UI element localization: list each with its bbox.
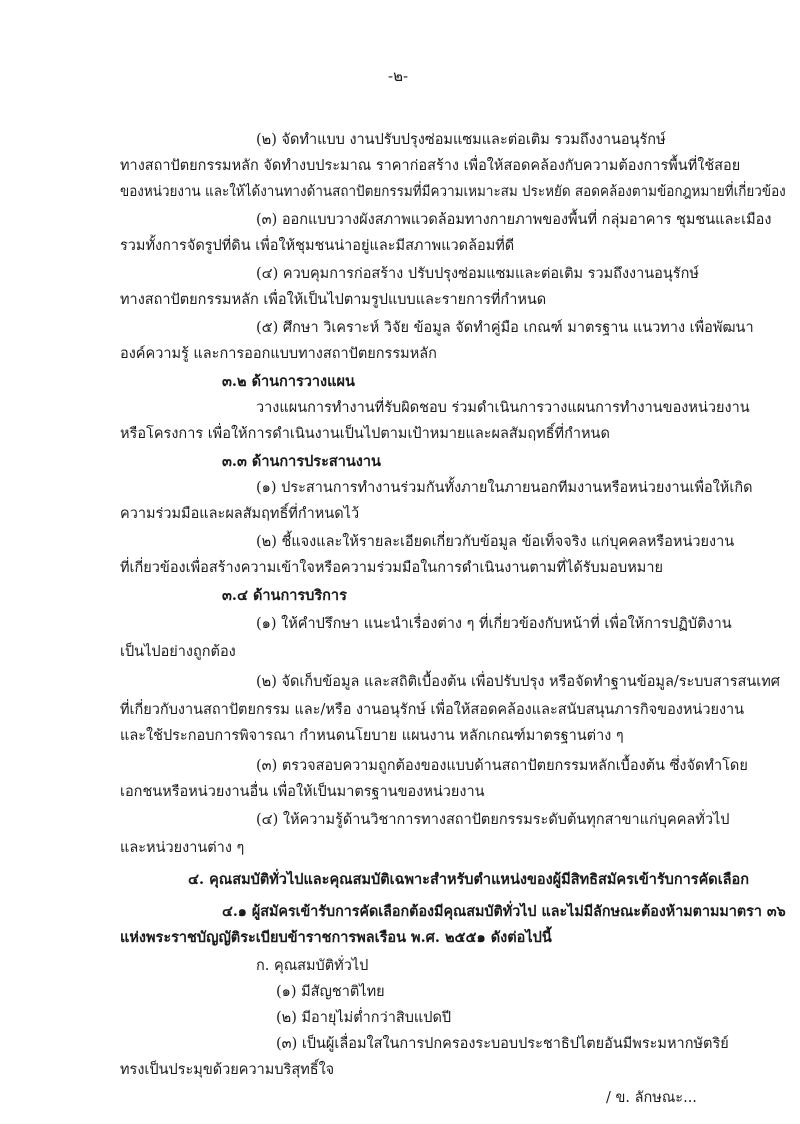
section-heading: ๓.๔ ด้านการบริการ (222, 587, 347, 604)
duty-line: ที่เกี่ยวกับงานสถาปัตยกรรม และ/หรือ งานอนุรักษ์ เพื่อให้สอดคล้องและสนับสนุนภารกิจของหน่วยงาน (120, 702, 745, 718)
qualification-line: แห่งพระราชบัญญัติระเบียบข้าราชการพลเรือน พ.ศ. ๒๕๕๑ ดังต่อไปนี้ (120, 929, 552, 946)
qualification-item: (๑) มีสัญชาติไทย (276, 984, 385, 1000)
section-heading: ๓.๒ ด้านการวางแผน (222, 373, 355, 390)
duty-line: (๒) จัดทำแบบ งานปรับปรุงซ่อมแซมและต่อเติม รวมถึงงานอนุรักษ์ (256, 132, 666, 148)
subsection-heading: ก. คุณสมบัติทั่วไป (256, 958, 369, 974)
qualification-item: ทรงเป็นประมุขด้วยความบริสุทธิ์ใจ (120, 1062, 335, 1078)
duty-line: (๓) ตรวจสอบความถูกต้องของแบบด้านสถาปัตยกรรมหลักเบื้องต้น ซึ่งจัดทำโดย (256, 758, 748, 774)
duty-line: เป็นไปอย่างถูกต้อง (120, 644, 236, 660)
qualification-item: (๓) เป็นผู้เลื่อมใสในการปกครองระบอบประชาธิปไตยอันมีพระมหากษัตริย์ (276, 1036, 729, 1052)
section-heading: ๔. คุณสมบัติทั่วไปและคุณสมบัติเฉพาะสำหรับตำแหน่งของผู้มีสิทธิสมัครเข้ารับการคัดเลือก (188, 871, 750, 888)
duty-line: (๓) ออกแบบวางผังสภาพแวดล้อมทางกายภาพของพื้นที่ กลุ่มอาคาร ชุมชนและเมือง (256, 212, 772, 228)
duty-line: (๑) ประสานการทำงานร่วมกันทั้งภายในภายนอกทีมงานหรือหน่วยงานเพื่อให้เกิด (256, 480, 753, 496)
duty-line: (๔) ให้ความรู้ด้านวิชาการทางสถาปัตยกรรมระดับต้นทุกสาขาแก่บุคคลทั่วไป (256, 812, 730, 828)
duty-line: ทางสถาปัตยกรรมหลัก จัดทำงบประมาณ ราคาก่อสร้าง เพื่อให้สอดคล้องกับความต้องการพื้นที่ใช้สอย (120, 158, 741, 174)
duty-line: (๑) ให้คำปรึกษา แนะนำเรื่องต่าง ๆ ที่เกี่ยวข้องกับหน้าที่ เพื่อให้การปฏิบัติงาน (256, 616, 732, 632)
duty-line: (๔) ควบคุมการก่อสร้าง ปรับปรุงซ่อมแซมและต่อเติม รวมถึงงานอนุรักษ์ (256, 266, 699, 282)
duty-line: เอกชนหรือหน่วยงานอื่น เพื่อให้เป็นมาตรฐานของหน่วยงาน (120, 784, 485, 800)
duty-line: ความร่วมมือและผลสัมฤทธิ์ที่กำหนดไว้ (120, 506, 360, 522)
page-number: -๒- (388, 67, 409, 85)
duty-line: รวมทั้งการจัดรูปที่ดิน เพื่อให้ชุมชนน่าอยู่และมีสภาพแวดล้อมที่ดี (120, 238, 515, 254)
duty-line: และหน่วยงานต่าง ๆ (120, 840, 245, 856)
duty-line: (๕) ศึกษา วิเคราะห์ วิจัย ข้อมูล จัดทำคู่มือ เกณฑ์ มาตรฐาน แนวทาง เพื่อพัฒนา (256, 320, 754, 336)
qualification-line: ๔.๑ ผู้สมัครเข้ารับการคัดเลือกต้องมีคุณสมบัติทั่วไป และไม่มีลักษณะต้องห้ามตามมาตรา ๓๖ (222, 903, 786, 920)
duty-line: ทางสถาปัตยกรรมหลัก เพื่อให้เป็นไปตามรูปแบบและรายการที่กำหนด (120, 292, 547, 308)
duty-line: (๒) จัดเก็บข้อมูล และสถิติเบื้องต้น เพื่อปรับปรุง หรือจัดทำฐานข้อมูล/ระบบสารสนเทศ (256, 674, 780, 690)
section-heading: ๓.๓ ด้านการประสานงาน (222, 453, 381, 470)
duty-line: หรือโครงการ เพื่อให้การดำเนินงานเป็นไปตามเป้าหมายและผลสัมฤทธิ์ที่กำหนด (120, 426, 610, 442)
duty-line: (๒) ชี้แจงและให้รายละเอียดเกี่ยวกับข้อมูล ข้อเท็จจริง แก่บุคคลหรือหน่วยงาน (256, 534, 735, 550)
duty-line: ที่เกี่ยวข้องเพื่อสร้างความเข้าใจหรือความร่วมมือในการดำเนินงานตามที่ได้รับมอบหมาย (120, 560, 663, 576)
qualification-item: (๒) มีอายุไม่ต่ำกว่าสิบแปดปี (276, 1010, 452, 1026)
continuation-note: / ข. ลักษณะ... (606, 1090, 697, 1106)
duty-line: และใช้ประกอบการพิจารณา กำหนดนโยบาย แผนงาน หลักเกณฑ์มาตรฐานต่าง ๆ (120, 728, 624, 744)
duty-line: วางแผนการทำงานที่รับผิดชอบ ร่วมดำเนินการวางแผนการทำงานของหน่วยงาน (256, 400, 750, 416)
duty-line: องค์ความรู้ และการออกแบบทางสถาปัตยกรรมหลัก (120, 346, 437, 362)
duty-line: ของหน่วยงาน และให้ได้งานทางด้านสถาปัตยกรรมที่มีความเหมาะสม ประหยัด สอดคล้องตามข้อกฎหมายที่เกี่ยวข้อง (120, 184, 786, 200)
